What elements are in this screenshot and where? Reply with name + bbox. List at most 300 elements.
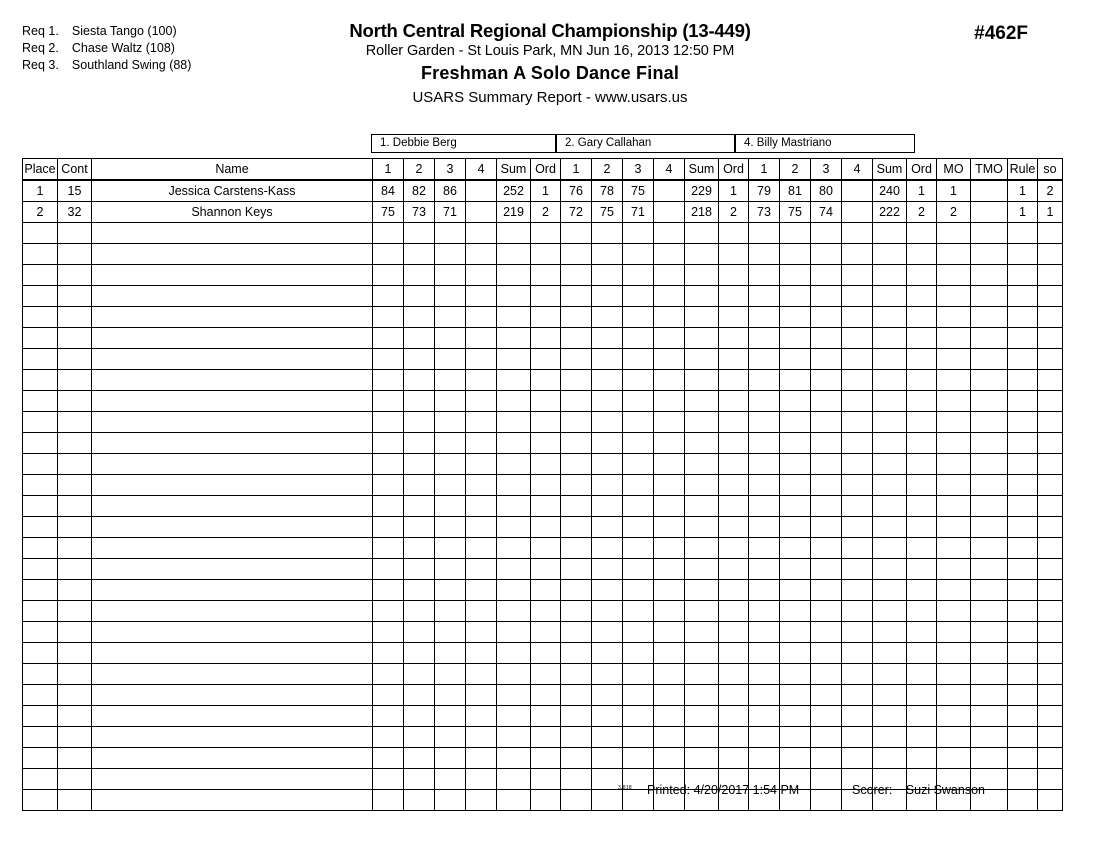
cell-j1-score-2: 73 bbox=[404, 202, 435, 223]
cell-empty bbox=[531, 370, 561, 391]
cell-empty bbox=[971, 601, 1008, 622]
cell-empty bbox=[719, 538, 749, 559]
cell-empty bbox=[937, 454, 971, 475]
cell-empty bbox=[531, 286, 561, 307]
cell-empty bbox=[623, 286, 654, 307]
cell-empty bbox=[719, 580, 749, 601]
cell-empty bbox=[685, 580, 719, 601]
cell-empty bbox=[811, 412, 842, 433]
cell-empty bbox=[971, 685, 1008, 706]
cell-empty bbox=[811, 328, 842, 349]
cell-empty bbox=[561, 433, 592, 454]
cell-empty bbox=[1038, 328, 1063, 349]
cell-empty bbox=[749, 706, 780, 727]
cell-empty bbox=[466, 391, 497, 412]
cell-empty bbox=[654, 748, 685, 769]
table-row-empty bbox=[23, 748, 1063, 769]
cell-empty bbox=[873, 370, 907, 391]
table-row-empty bbox=[23, 664, 1063, 685]
cell-empty bbox=[719, 265, 749, 286]
cell-empty bbox=[435, 244, 466, 265]
cell-empty bbox=[654, 622, 685, 643]
venue-line: Roller Garden - St Louis Park, MN Jun 16, 2013 12:50 PM bbox=[365, 43, 735, 59]
table-row-empty bbox=[23, 601, 1063, 622]
cell-empty bbox=[971, 538, 1008, 559]
cell-empty bbox=[873, 664, 907, 685]
cell-empty bbox=[749, 370, 780, 391]
cell-empty bbox=[404, 391, 435, 412]
cell-empty bbox=[654, 685, 685, 706]
cell-empty bbox=[1038, 559, 1063, 580]
cell-empty bbox=[466, 538, 497, 559]
cell-empty bbox=[685, 664, 719, 685]
cell-empty bbox=[373, 475, 404, 496]
cell-empty bbox=[592, 454, 623, 475]
cell-empty bbox=[719, 748, 749, 769]
cell-empty bbox=[373, 580, 404, 601]
cell-empty bbox=[1008, 664, 1038, 685]
cell-empty bbox=[780, 664, 811, 685]
cell-empty bbox=[561, 328, 592, 349]
requirement-number: 1. bbox=[48, 24, 59, 38]
cell-empty bbox=[719, 412, 749, 433]
cell-empty bbox=[1038, 748, 1063, 769]
cell-empty bbox=[497, 412, 531, 433]
cell-empty bbox=[373, 622, 404, 643]
col-j2-score-1: 1 bbox=[561, 159, 592, 181]
cell-empty bbox=[937, 433, 971, 454]
cell-empty bbox=[780, 601, 811, 622]
cell-empty bbox=[497, 370, 531, 391]
cell-empty bbox=[654, 244, 685, 265]
cell-empty bbox=[971, 244, 1008, 265]
cell-empty bbox=[497, 475, 531, 496]
cell-empty bbox=[685, 622, 719, 643]
cell-empty bbox=[971, 496, 1008, 517]
cell-empty bbox=[685, 601, 719, 622]
cell-empty bbox=[749, 664, 780, 685]
cell-empty bbox=[23, 685, 58, 706]
cell-j2-score-2: 75 bbox=[592, 202, 623, 223]
cell-empty bbox=[373, 244, 404, 265]
cell-empty bbox=[907, 622, 937, 643]
table-body bbox=[23, 180, 1063, 811]
cell-empty bbox=[873, 223, 907, 244]
cell-empty bbox=[654, 601, 685, 622]
cell-empty bbox=[1038, 391, 1063, 412]
cell-empty bbox=[531, 454, 561, 475]
cell-empty bbox=[937, 307, 971, 328]
cell-empty bbox=[531, 517, 561, 538]
cell-empty bbox=[623, 622, 654, 643]
cell-empty bbox=[780, 475, 811, 496]
cell-empty bbox=[58, 244, 92, 265]
cell-empty bbox=[907, 433, 937, 454]
cell-empty bbox=[971, 370, 1008, 391]
cell-empty bbox=[23, 244, 58, 265]
cell-empty bbox=[466, 496, 497, 517]
cell-empty bbox=[435, 475, 466, 496]
cell-empty bbox=[811, 433, 842, 454]
cell-empty bbox=[623, 559, 654, 580]
cell-empty bbox=[842, 727, 873, 748]
col-j2-sum: Sum bbox=[685, 159, 719, 181]
cell-j3-score-2: 81 bbox=[780, 180, 811, 202]
cell-empty bbox=[780, 412, 811, 433]
cell-empty bbox=[780, 748, 811, 769]
cell-empty bbox=[873, 496, 907, 517]
cell-empty bbox=[466, 622, 497, 643]
cell-empty bbox=[23, 559, 58, 580]
cell-empty bbox=[654, 391, 685, 412]
cell-empty bbox=[1038, 286, 1063, 307]
cell-empty bbox=[842, 643, 873, 664]
cell-empty bbox=[435, 412, 466, 433]
cell-empty bbox=[685, 433, 719, 454]
cell-empty bbox=[92, 496, 373, 517]
cell-empty bbox=[531, 496, 561, 517]
table-header-row bbox=[23, 159, 1063, 181]
cell-empty bbox=[58, 286, 92, 307]
cell-empty bbox=[749, 517, 780, 538]
cell-empty bbox=[466, 412, 497, 433]
cell-empty bbox=[1038, 496, 1063, 517]
cell-empty bbox=[1008, 685, 1038, 706]
cell-empty bbox=[749, 328, 780, 349]
cell-empty bbox=[907, 265, 937, 286]
cell-empty bbox=[561, 265, 592, 286]
col-j3-score-4: 4 bbox=[842, 159, 873, 181]
cell-empty bbox=[92, 433, 373, 454]
cell-empty bbox=[623, 433, 654, 454]
cell-empty bbox=[780, 517, 811, 538]
cell-empty bbox=[435, 706, 466, 727]
cell-empty bbox=[811, 748, 842, 769]
event-number: #462F bbox=[974, 23, 1028, 44]
cell-empty bbox=[749, 685, 780, 706]
cell-empty bbox=[435, 307, 466, 328]
cell-empty bbox=[873, 433, 907, 454]
cell-place: 2 bbox=[23, 202, 58, 223]
cell-empty bbox=[719, 391, 749, 412]
cell-empty bbox=[92, 307, 373, 328]
cell-empty bbox=[497, 265, 531, 286]
cell-empty bbox=[971, 412, 1008, 433]
cell-empty bbox=[623, 706, 654, 727]
cell-empty bbox=[780, 370, 811, 391]
cell-empty bbox=[654, 307, 685, 328]
cell-empty bbox=[1008, 706, 1038, 727]
cell-empty bbox=[971, 265, 1008, 286]
cell-empty bbox=[1008, 454, 1038, 475]
col-j1-ord: Ord bbox=[531, 159, 561, 181]
cell-empty bbox=[719, 223, 749, 244]
cell-empty bbox=[1038, 622, 1063, 643]
cell-empty bbox=[685, 412, 719, 433]
cell-empty bbox=[780, 685, 811, 706]
cell-empty bbox=[971, 223, 1008, 244]
requirement-item bbox=[22, 23, 191, 40]
cell-empty bbox=[719, 244, 749, 265]
cell-empty bbox=[561, 286, 592, 307]
cell-empty bbox=[842, 391, 873, 412]
cell-empty bbox=[842, 454, 873, 475]
cell-empty bbox=[971, 748, 1008, 769]
cell-empty bbox=[404, 727, 435, 748]
cell-empty bbox=[561, 559, 592, 580]
cell-empty bbox=[937, 328, 971, 349]
competition-title: North Central Regional Championship (13-449) bbox=[349, 20, 751, 41]
cell-empty bbox=[811, 349, 842, 370]
cell-j1-score-3: 86 bbox=[435, 180, 466, 202]
cell-empty bbox=[873, 538, 907, 559]
cell-empty bbox=[404, 223, 435, 244]
cell-empty bbox=[811, 559, 842, 580]
cell-empty bbox=[561, 622, 592, 643]
cell-j3-sum: 240 bbox=[873, 180, 907, 202]
cell-empty bbox=[373, 643, 404, 664]
cell-empty bbox=[373, 517, 404, 538]
cell-empty bbox=[907, 643, 937, 664]
cell-empty bbox=[466, 349, 497, 370]
cell-empty bbox=[1008, 412, 1038, 433]
cell-j3-ord: 1 bbox=[907, 180, 937, 202]
cell-empty bbox=[404, 433, 435, 454]
cell-j1-score-4 bbox=[466, 180, 497, 202]
cell-empty bbox=[937, 244, 971, 265]
cell-empty bbox=[811, 370, 842, 391]
cell-empty bbox=[592, 706, 623, 727]
cell-empty bbox=[749, 622, 780, 643]
cell-empty bbox=[435, 391, 466, 412]
cell-empty bbox=[907, 349, 937, 370]
cell-empty bbox=[404, 454, 435, 475]
cell-empty bbox=[404, 307, 435, 328]
cell-empty bbox=[873, 244, 907, 265]
cell-empty bbox=[937, 622, 971, 643]
cell-empty bbox=[592, 538, 623, 559]
cell-empty bbox=[531, 748, 561, 769]
cell-empty bbox=[873, 391, 907, 412]
cell-empty bbox=[92, 223, 373, 244]
cell-empty bbox=[404, 517, 435, 538]
cell-empty bbox=[1038, 265, 1063, 286]
cell-empty bbox=[971, 328, 1008, 349]
cell-empty bbox=[937, 706, 971, 727]
requirement-item bbox=[22, 57, 191, 74]
cell-empty bbox=[749, 748, 780, 769]
cell-empty bbox=[749, 538, 780, 559]
table-row-empty bbox=[23, 685, 1063, 706]
cell-empty bbox=[497, 223, 531, 244]
table-row-empty bbox=[23, 223, 1063, 244]
printed-label: Printed: bbox=[647, 783, 691, 797]
cell-empty bbox=[937, 727, 971, 748]
cell-empty bbox=[373, 433, 404, 454]
cell-name: Jessica Carstens-Kass bbox=[92, 180, 373, 202]
cell-empty bbox=[373, 706, 404, 727]
cell-empty bbox=[811, 496, 842, 517]
cell-empty bbox=[907, 580, 937, 601]
cell-empty bbox=[58, 643, 92, 664]
cell-empty bbox=[873, 286, 907, 307]
cell-empty bbox=[749, 475, 780, 496]
cell-empty bbox=[404, 475, 435, 496]
cell-empty bbox=[685, 307, 719, 328]
cell-j2-ord: 1 bbox=[719, 180, 749, 202]
cell-empty bbox=[373, 454, 404, 475]
cell-empty bbox=[58, 412, 92, 433]
cell-empty bbox=[373, 265, 404, 286]
cell-empty bbox=[685, 391, 719, 412]
cell-empty bbox=[971, 454, 1008, 475]
cell-empty bbox=[842, 370, 873, 391]
cell-empty bbox=[592, 433, 623, 454]
cell-j2-score-1: 76 bbox=[561, 180, 592, 202]
cell-empty bbox=[373, 559, 404, 580]
cell-empty bbox=[1008, 307, 1038, 328]
cell-empty bbox=[23, 433, 58, 454]
cell-empty bbox=[592, 727, 623, 748]
cell-empty bbox=[811, 223, 842, 244]
cell-empty bbox=[719, 307, 749, 328]
cell-empty bbox=[1038, 454, 1063, 475]
cell-empty bbox=[592, 685, 623, 706]
judge-header-3: 4. Billy Mastriano bbox=[735, 134, 915, 153]
cell-empty bbox=[842, 433, 873, 454]
cell-empty bbox=[561, 538, 592, 559]
cell-empty bbox=[937, 475, 971, 496]
cell-empty bbox=[23, 370, 58, 391]
cell-empty bbox=[592, 223, 623, 244]
cell-empty bbox=[561, 748, 592, 769]
cell-empty bbox=[404, 706, 435, 727]
cell-mo: 2 bbox=[937, 202, 971, 223]
cell-cont: 15 bbox=[58, 180, 92, 202]
cell-empty bbox=[58, 496, 92, 517]
cell-empty bbox=[811, 601, 842, 622]
cell-empty bbox=[873, 748, 907, 769]
cell-j1-ord: 1 bbox=[531, 180, 561, 202]
table-row-empty bbox=[23, 349, 1063, 370]
table-row-empty bbox=[23, 475, 1063, 496]
cell-empty bbox=[937, 559, 971, 580]
cell-empty bbox=[685, 223, 719, 244]
cell-j2-score-2: 78 bbox=[592, 180, 623, 202]
cell-empty bbox=[654, 580, 685, 601]
cell-empty bbox=[497, 517, 531, 538]
cell-empty bbox=[1008, 223, 1038, 244]
requirements-list bbox=[22, 23, 191, 74]
table-row-empty bbox=[23, 559, 1063, 580]
cell-empty bbox=[971, 391, 1008, 412]
cell-empty bbox=[404, 748, 435, 769]
cell-empty bbox=[873, 475, 907, 496]
cell-empty bbox=[749, 580, 780, 601]
cell-empty bbox=[907, 601, 937, 622]
cell-empty bbox=[58, 328, 92, 349]
cell-empty bbox=[719, 370, 749, 391]
cell-empty bbox=[654, 454, 685, 475]
cell-empty bbox=[971, 307, 1008, 328]
table-row-empty bbox=[23, 643, 1063, 664]
cell-empty bbox=[497, 748, 531, 769]
cell-empty bbox=[1008, 643, 1038, 664]
cell-empty bbox=[780, 496, 811, 517]
cell-empty bbox=[561, 349, 592, 370]
cell-empty bbox=[937, 286, 971, 307]
cell-j2-sum: 229 bbox=[685, 180, 719, 202]
cell-empty bbox=[1038, 475, 1063, 496]
cell-empty bbox=[373, 349, 404, 370]
cell-empty bbox=[497, 580, 531, 601]
report-footer bbox=[22, 783, 1035, 799]
cell-empty bbox=[561, 454, 592, 475]
cell-empty bbox=[685, 265, 719, 286]
cell-empty bbox=[373, 727, 404, 748]
cell-empty bbox=[873, 559, 907, 580]
cell-empty bbox=[1038, 769, 1063, 790]
table-row-empty bbox=[23, 370, 1063, 391]
cell-empty bbox=[58, 706, 92, 727]
cell-empty bbox=[971, 475, 1008, 496]
cell-empty bbox=[592, 265, 623, 286]
cell-empty bbox=[1038, 517, 1063, 538]
cell-empty bbox=[811, 454, 842, 475]
cell-empty bbox=[23, 475, 58, 496]
cell-empty bbox=[907, 538, 937, 559]
cell-empty bbox=[497, 307, 531, 328]
cell-empty bbox=[404, 412, 435, 433]
col-cont: Cont bbox=[58, 159, 92, 181]
cell-empty bbox=[373, 412, 404, 433]
cell-empty bbox=[1038, 244, 1063, 265]
cell-empty bbox=[561, 244, 592, 265]
cell-empty bbox=[497, 244, 531, 265]
cell-empty bbox=[654, 286, 685, 307]
cell-empty bbox=[971, 433, 1008, 454]
cell-empty bbox=[623, 307, 654, 328]
cell-empty bbox=[623, 643, 654, 664]
cell-empty bbox=[811, 307, 842, 328]
cell-empty bbox=[23, 601, 58, 622]
cell-empty bbox=[811, 685, 842, 706]
requirement-item bbox=[22, 40, 191, 57]
cell-empty bbox=[58, 517, 92, 538]
cell-empty bbox=[1038, 433, 1063, 454]
cell-j3-score-3: 80 bbox=[811, 180, 842, 202]
cell-empty bbox=[373, 328, 404, 349]
cell-empty bbox=[92, 748, 373, 769]
cell-empty bbox=[497, 664, 531, 685]
cell-empty bbox=[531, 559, 561, 580]
cell-empty bbox=[404, 685, 435, 706]
requirement-label: Req bbox=[22, 58, 45, 72]
cell-empty bbox=[92, 685, 373, 706]
cell-empty bbox=[531, 265, 561, 286]
cell-empty bbox=[561, 685, 592, 706]
cell-empty bbox=[1038, 370, 1063, 391]
cell-empty bbox=[23, 706, 58, 727]
cell-empty bbox=[937, 643, 971, 664]
cell-empty bbox=[23, 748, 58, 769]
cell-empty bbox=[971, 643, 1008, 664]
cell-empty bbox=[92, 601, 373, 622]
requirement-number: 3. bbox=[48, 58, 59, 72]
cell-empty bbox=[561, 580, 592, 601]
cell-empty bbox=[92, 349, 373, 370]
cell-empty bbox=[373, 223, 404, 244]
